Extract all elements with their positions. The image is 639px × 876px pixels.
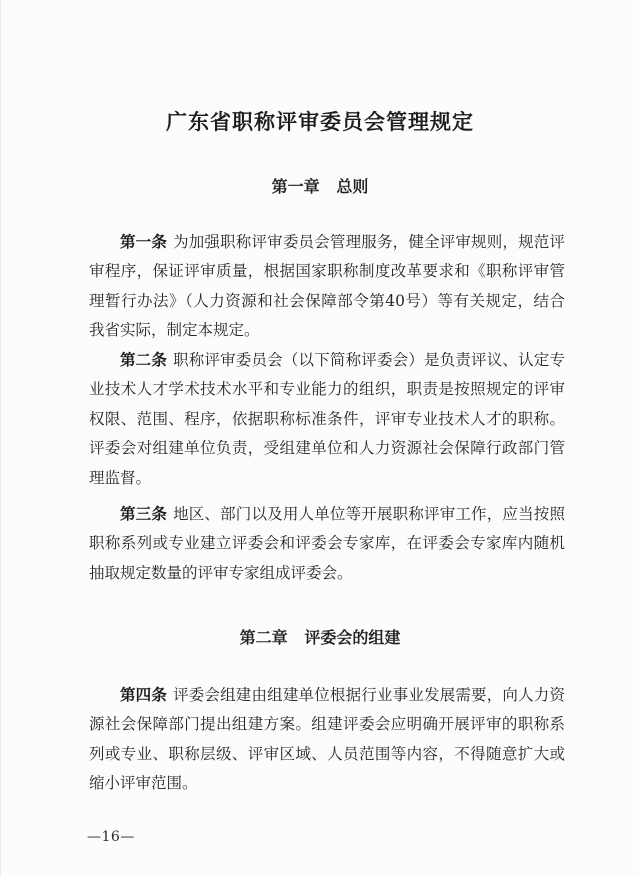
article-4-number: 第四条	[120, 686, 168, 704]
page-number: —16—	[87, 829, 135, 845]
article-2-number: 第二条	[120, 351, 168, 369]
article-3-text: 地区、部门以及用人单位等开展职称评审工作，应当按照职称系列或专业建立评委会和评委会专家库，在评委会专家库内随机抽取规定数量的评审专家组成评委会。	[89, 505, 565, 582]
article-2-text: 职称评审委员会（以下简称评委会）是负责评议、认定专业技术人才学术技术水平和专业能力的组织，职责是按照规定的评审权限、范围、程序，依据职称标准条件，评审专业技术人才的职称。评委会对组建单位负责，受组建单位和人力资源社会保障行政部门管理监督。	[89, 351, 565, 487]
chapter-heading-1: 第一章 总则	[271, 177, 369, 196]
article-4	[89, 681, 565, 799]
article-1-number: 第一条	[120, 233, 168, 251]
chapter-heading-2: 第二章 评委会的组建	[239, 628, 401, 647]
article-1	[89, 228, 565, 346]
document-title: 广东省职称评审委员会管理规定	[166, 109, 474, 134]
article-2	[89, 346, 565, 493]
article-4-text: 评委会组建由组建单位根据行业事业发展需要，向人力资源社会保障部门提出组建方案。组建评委会应明确开展评审的职称系列或专业、职称层级、评审区域、人员范围等内容，不得随意扩大或缩小评审范围。	[89, 686, 565, 793]
article-1-text: 为加强职称评审委员会管理服务，健全评审规则，规范评审程序，保证评审质量，根据国家职称制度改革要求和《职称评审管理暂行办法》（人力资源和社会保障部令第40号）等有关规定，结合我省实际，制定本规定。	[89, 233, 565, 340]
article-3-number: 第三条	[120, 505, 168, 523]
article-3	[89, 500, 565, 588]
